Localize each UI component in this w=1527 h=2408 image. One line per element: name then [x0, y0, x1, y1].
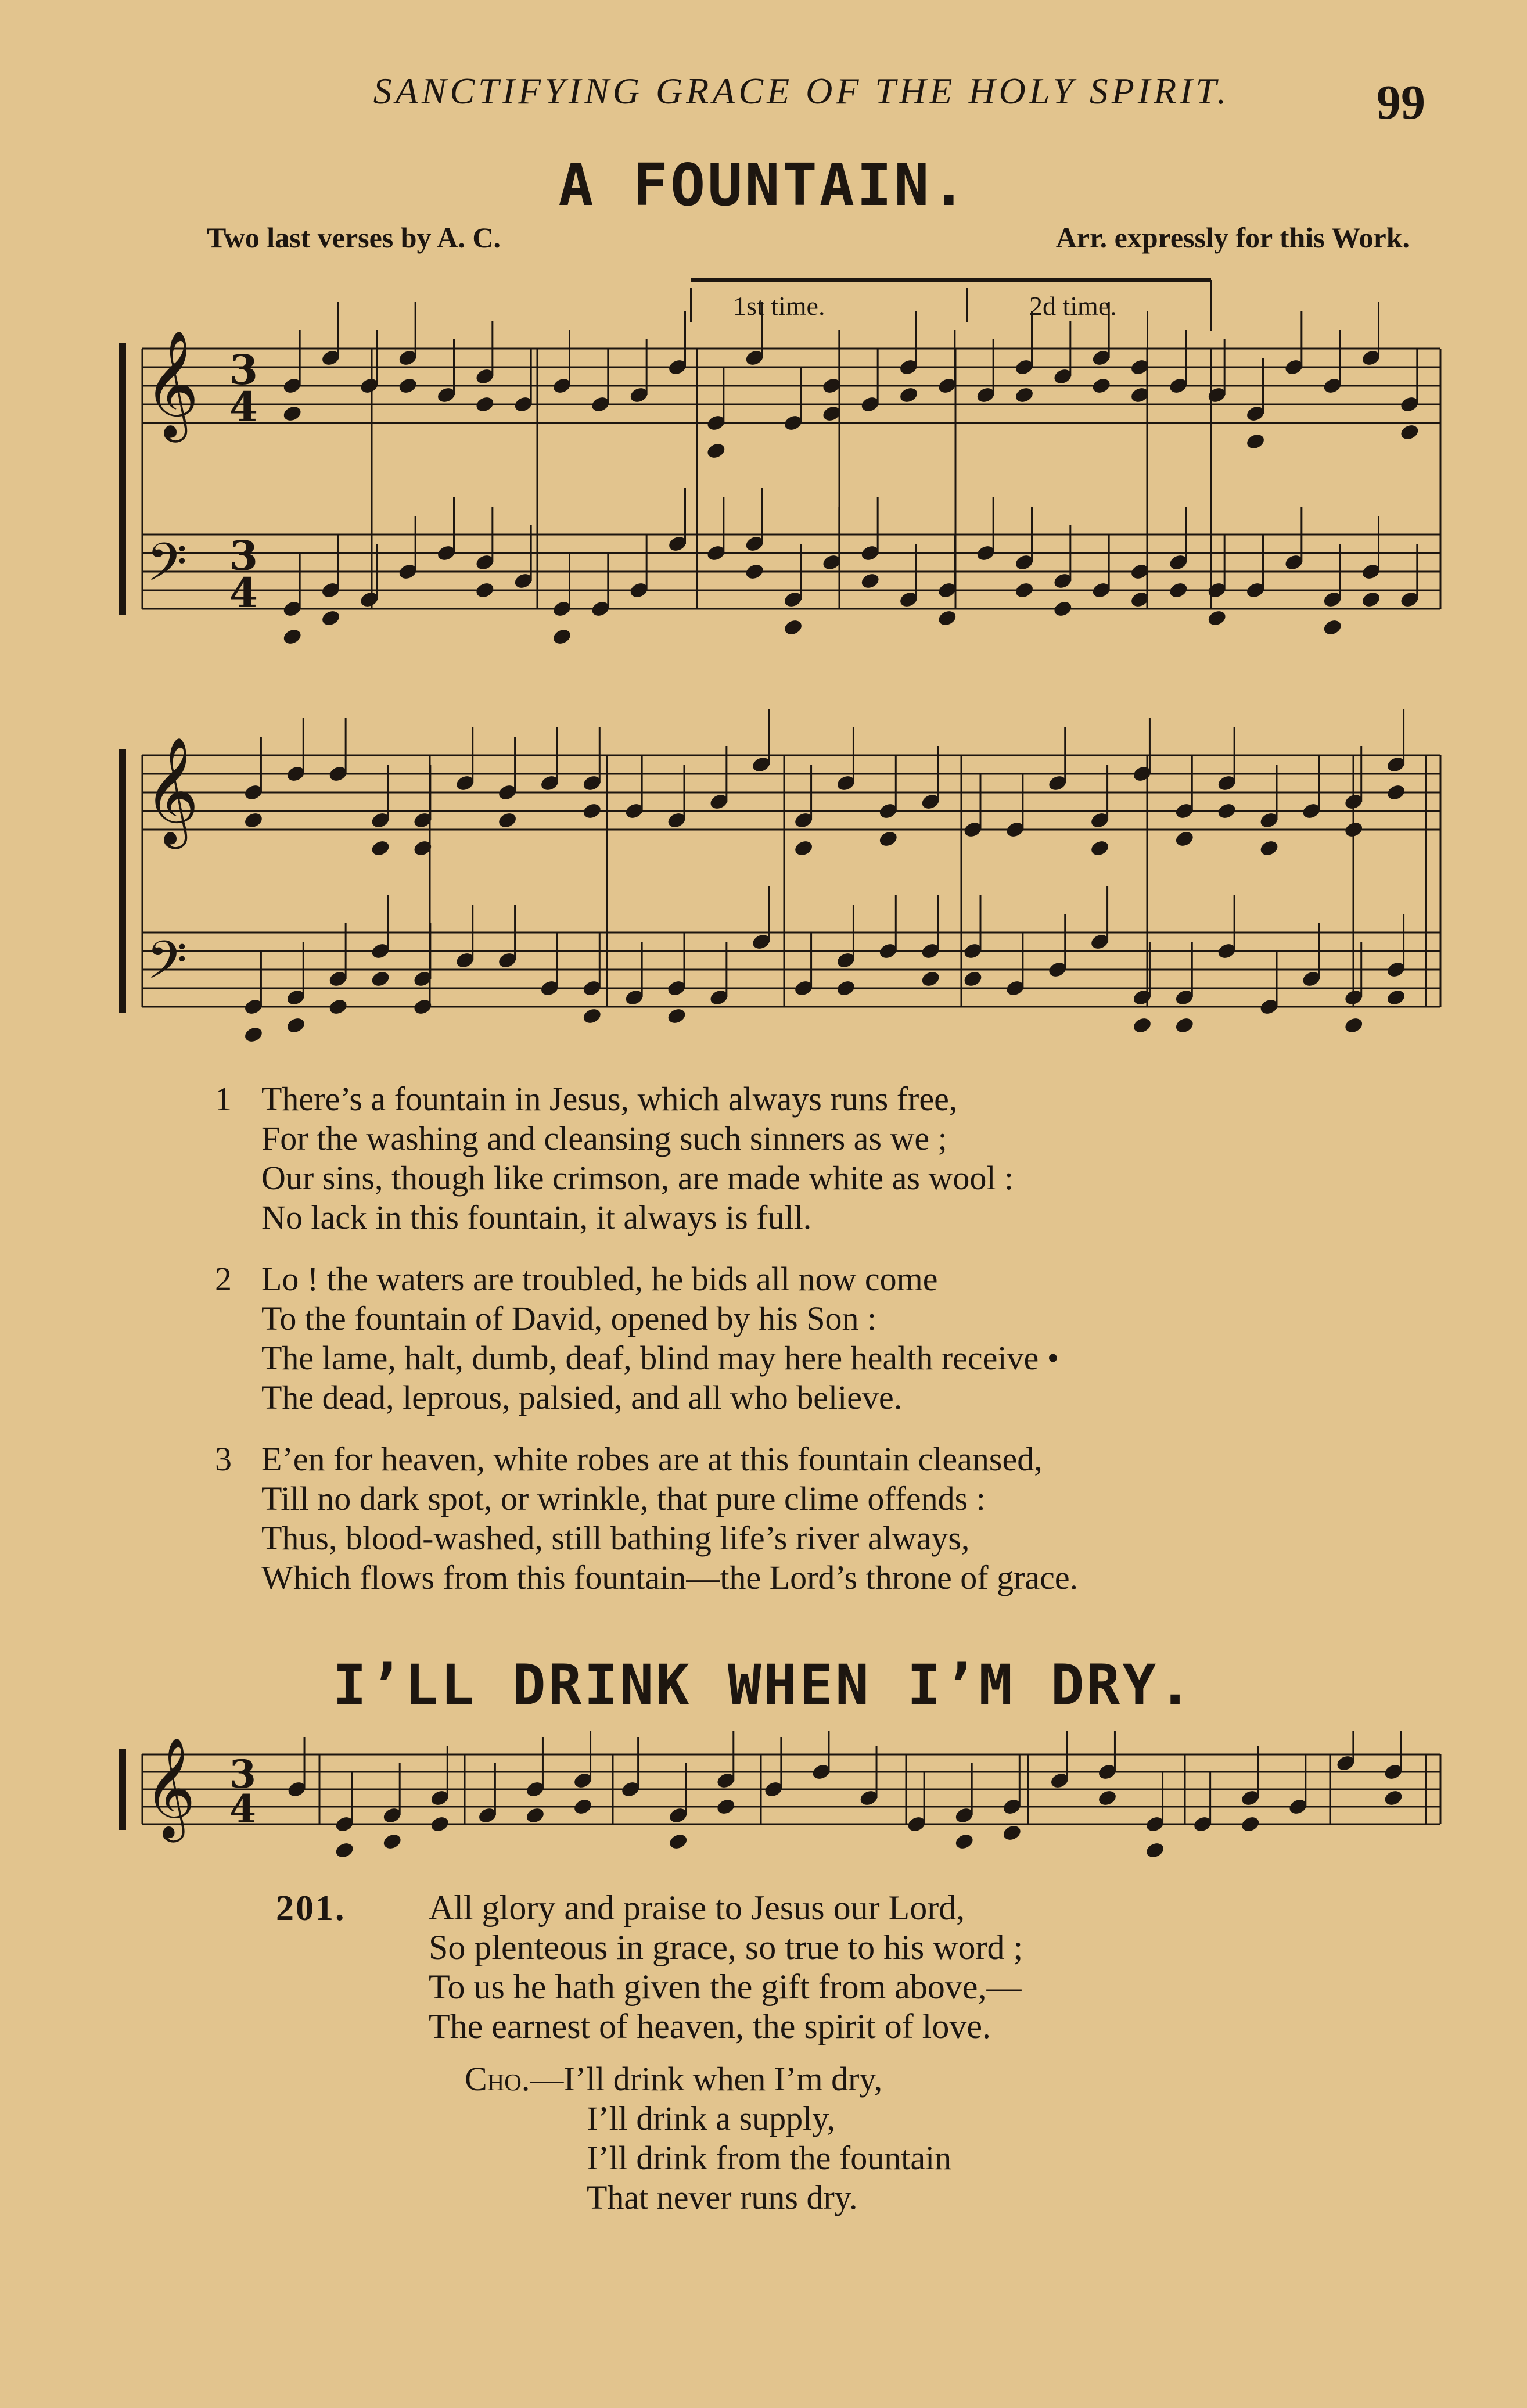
chorus-line: That never runs dry.: [587, 2179, 858, 2216]
credit-words: Two last verses by A. C.: [207, 221, 501, 254]
bass-clef-icon: 𝄢: [146, 532, 187, 605]
stanza-line: To us he hath given the gift from above,—: [429, 1968, 1022, 2006]
verse-line: Thus, blood-washed, still bathing life’s river always,: [261, 1519, 970, 1557]
music-system-3: [0, 1731, 1527, 1905]
hymn-number: 201.: [276, 1889, 346, 1928]
note-head: [243, 811, 264, 830]
note-head: [744, 562, 765, 582]
time-signature-bottom: 4: [229, 382, 258, 431]
hymn-title-a-fountain: A FOUNTAIN.: [558, 151, 969, 219]
verse-number: 3: [215, 1440, 232, 1478]
stanza-line: All glory and praise to Jesus our Lord,: [429, 1889, 965, 1927]
note-head: [667, 1832, 688, 1851]
hymn2-stanza: [429, 1888, 1023, 2046]
note-head: [475, 395, 495, 414]
verse-line: Till no dark spot, or wrinkle, that pure clime offends :: [261, 1480, 986, 1517]
note-head: [1383, 1789, 1404, 1808]
note-head: [954, 1832, 975, 1851]
note-head: [581, 802, 602, 821]
note-head: [1014, 581, 1034, 600]
treble-clef-icon: 𝄞: [144, 735, 199, 845]
ending-brackets: [691, 280, 1211, 331]
page-number: 99: [1377, 76, 1425, 130]
hymn-title-ill-drink: I’LL DRINK WHEN I’M DRY.: [332, 1653, 1195, 1718]
treble-staff-lines: [142, 1754, 1440, 1824]
system-brace: [119, 343, 126, 615]
verse-line: Which flows from this fountain—the Lord’s throne of grace.: [261, 1559, 1079, 1596]
verse-number: 2: [215, 1260, 232, 1298]
time-signature-top: 3: [229, 1752, 256, 1797]
first-ending-label: 1st time.: [733, 291, 825, 321]
verse-line: E’en for heaven, white robes are at this fountain cleansed,: [261, 1440, 1043, 1478]
time-signature-bottom: 4: [229, 568, 258, 617]
chorus-line: —I’ll drink when I’m dry,: [530, 2060, 883, 2098]
treble-staff-lines: [142, 755, 1440, 830]
note-head: [328, 997, 348, 1017]
system-brace: [119, 1749, 126, 1830]
note-head: [1089, 839, 1110, 858]
note-head: [1174, 1016, 1195, 1035]
note-head: [835, 979, 856, 998]
note-head: [1174, 830, 1195, 849]
note-head: [1216, 802, 1237, 821]
chorus-line: I’ll drink from the fountain: [587, 2139, 952, 2177]
note-head: [1385, 783, 1406, 802]
bass-clef-icon: 𝄢: [146, 930, 187, 1003]
verse-line: Our sins, though like crimson, are made white as wool :: [261, 1159, 1014, 1197]
note-head: [793, 839, 814, 858]
note-head: [1168, 581, 1189, 600]
bass-notes: [243, 886, 1407, 1044]
note-head: [1360, 590, 1381, 609]
treble-notes: [243, 709, 1407, 857]
note-head: [898, 386, 919, 405]
note-head: [497, 811, 518, 830]
note-head: [1343, 820, 1364, 839]
chorus: [465, 2059, 951, 2217]
note-head: [1131, 1016, 1152, 1035]
note-head: [334, 1841, 355, 1860]
note-head: [429, 1815, 450, 1834]
second-ending-label: 2d time.: [1029, 291, 1117, 321]
note-head: [716, 1797, 736, 1817]
chorus-label: Cho.: [465, 2060, 530, 2098]
note-head: [962, 970, 983, 989]
note-head: [524, 1806, 545, 1825]
stanza-line: The earnest of heaven, the spirit of love.: [429, 2007, 991, 2045]
note-head: [572, 1797, 593, 1817]
note-head: [551, 627, 572, 647]
credit-arrangement: Arr. expressly for this Work.: [1055, 221, 1410, 254]
verse-line: Lo ! the waters are troubled, he bids all now come: [261, 1260, 938, 1298]
verse-line: There’s a fountain in Jesus, which always runs free,: [261, 1080, 958, 1118]
treble-notes: [286, 1731, 1404, 1860]
chorus-first-line: [465, 2059, 951, 2099]
note-head: [1239, 1815, 1260, 1834]
time-signature-bottom: 4: [229, 1786, 256, 1832]
treble-clef-icon: 𝄞: [144, 1737, 196, 1838]
note-head: [666, 1007, 687, 1026]
note-head: [1259, 839, 1280, 858]
verse-line: To the fountain of David, opened by his Son :: [261, 1300, 877, 1337]
note-head: [1144, 1841, 1165, 1860]
note-head: [1245, 432, 1266, 451]
verse-3: [215, 1440, 1079, 1598]
note-head: [1385, 988, 1406, 1007]
barlines: [142, 349, 1440, 609]
bass-notes: [282, 488, 1420, 646]
note-head: [581, 1007, 602, 1026]
note-head: [1052, 600, 1073, 619]
note-head: [1399, 423, 1420, 442]
note-head: [1322, 618, 1343, 637]
note-head: [475, 581, 495, 600]
time-signature-top: 3: [229, 531, 258, 580]
verse-line: The lame, halt, dumb, deaf, blind may here health receive •: [261, 1339, 1059, 1377]
verse-line: No lack in this fountain, it always is full.: [261, 1198, 812, 1236]
note-head: [285, 1016, 306, 1035]
verse-line: For the washing and cleansing such sinners as we ;: [261, 1119, 947, 1157]
note-head: [937, 609, 958, 628]
note-head: [382, 1832, 403, 1851]
note-head: [1097, 1789, 1118, 1808]
verse-number: 1: [215, 1080, 232, 1118]
stanza-line: So plenteous in grace, so true to his word ;: [429, 1928, 1023, 1966]
treble-clef-icon: 𝄞: [144, 329, 199, 438]
music-system-2: [0, 668, 1527, 1075]
note-head: [397, 376, 418, 396]
note-head: [782, 618, 803, 637]
note-head: [1014, 386, 1034, 405]
note-head: [1206, 609, 1227, 628]
note-head: [1001, 1824, 1022, 1843]
note-head: [243, 1025, 264, 1045]
note-head: [1343, 1016, 1364, 1035]
note-head: [320, 609, 341, 628]
note-head: [282, 627, 303, 647]
treble-notes: [282, 302, 1420, 460]
running-head: SANCTIFYING GRACE OF THE HOLY SPIRIT.: [373, 70, 1230, 112]
note-head: [920, 970, 941, 989]
note-head: [878, 830, 899, 849]
note-head: [282, 404, 303, 424]
note-head: [706, 442, 727, 461]
note-head: [370, 839, 391, 858]
note-head: [370, 970, 391, 989]
verse-1: [215, 1079, 1014, 1237]
music-system-1: [0, 0, 1527, 697]
bass-staff-lines: [142, 932, 1440, 1007]
system-brace: [119, 749, 126, 1013]
note-head: [1091, 376, 1112, 396]
chorus-line: I’ll drink a supply,: [587, 2100, 835, 2137]
verse-line: The dead, leprous, palsied, and all who believe.: [261, 1379, 903, 1416]
verse-2: [215, 1259, 1059, 1417]
note-head: [860, 572, 881, 591]
time-signature-top: 3: [229, 345, 258, 394]
